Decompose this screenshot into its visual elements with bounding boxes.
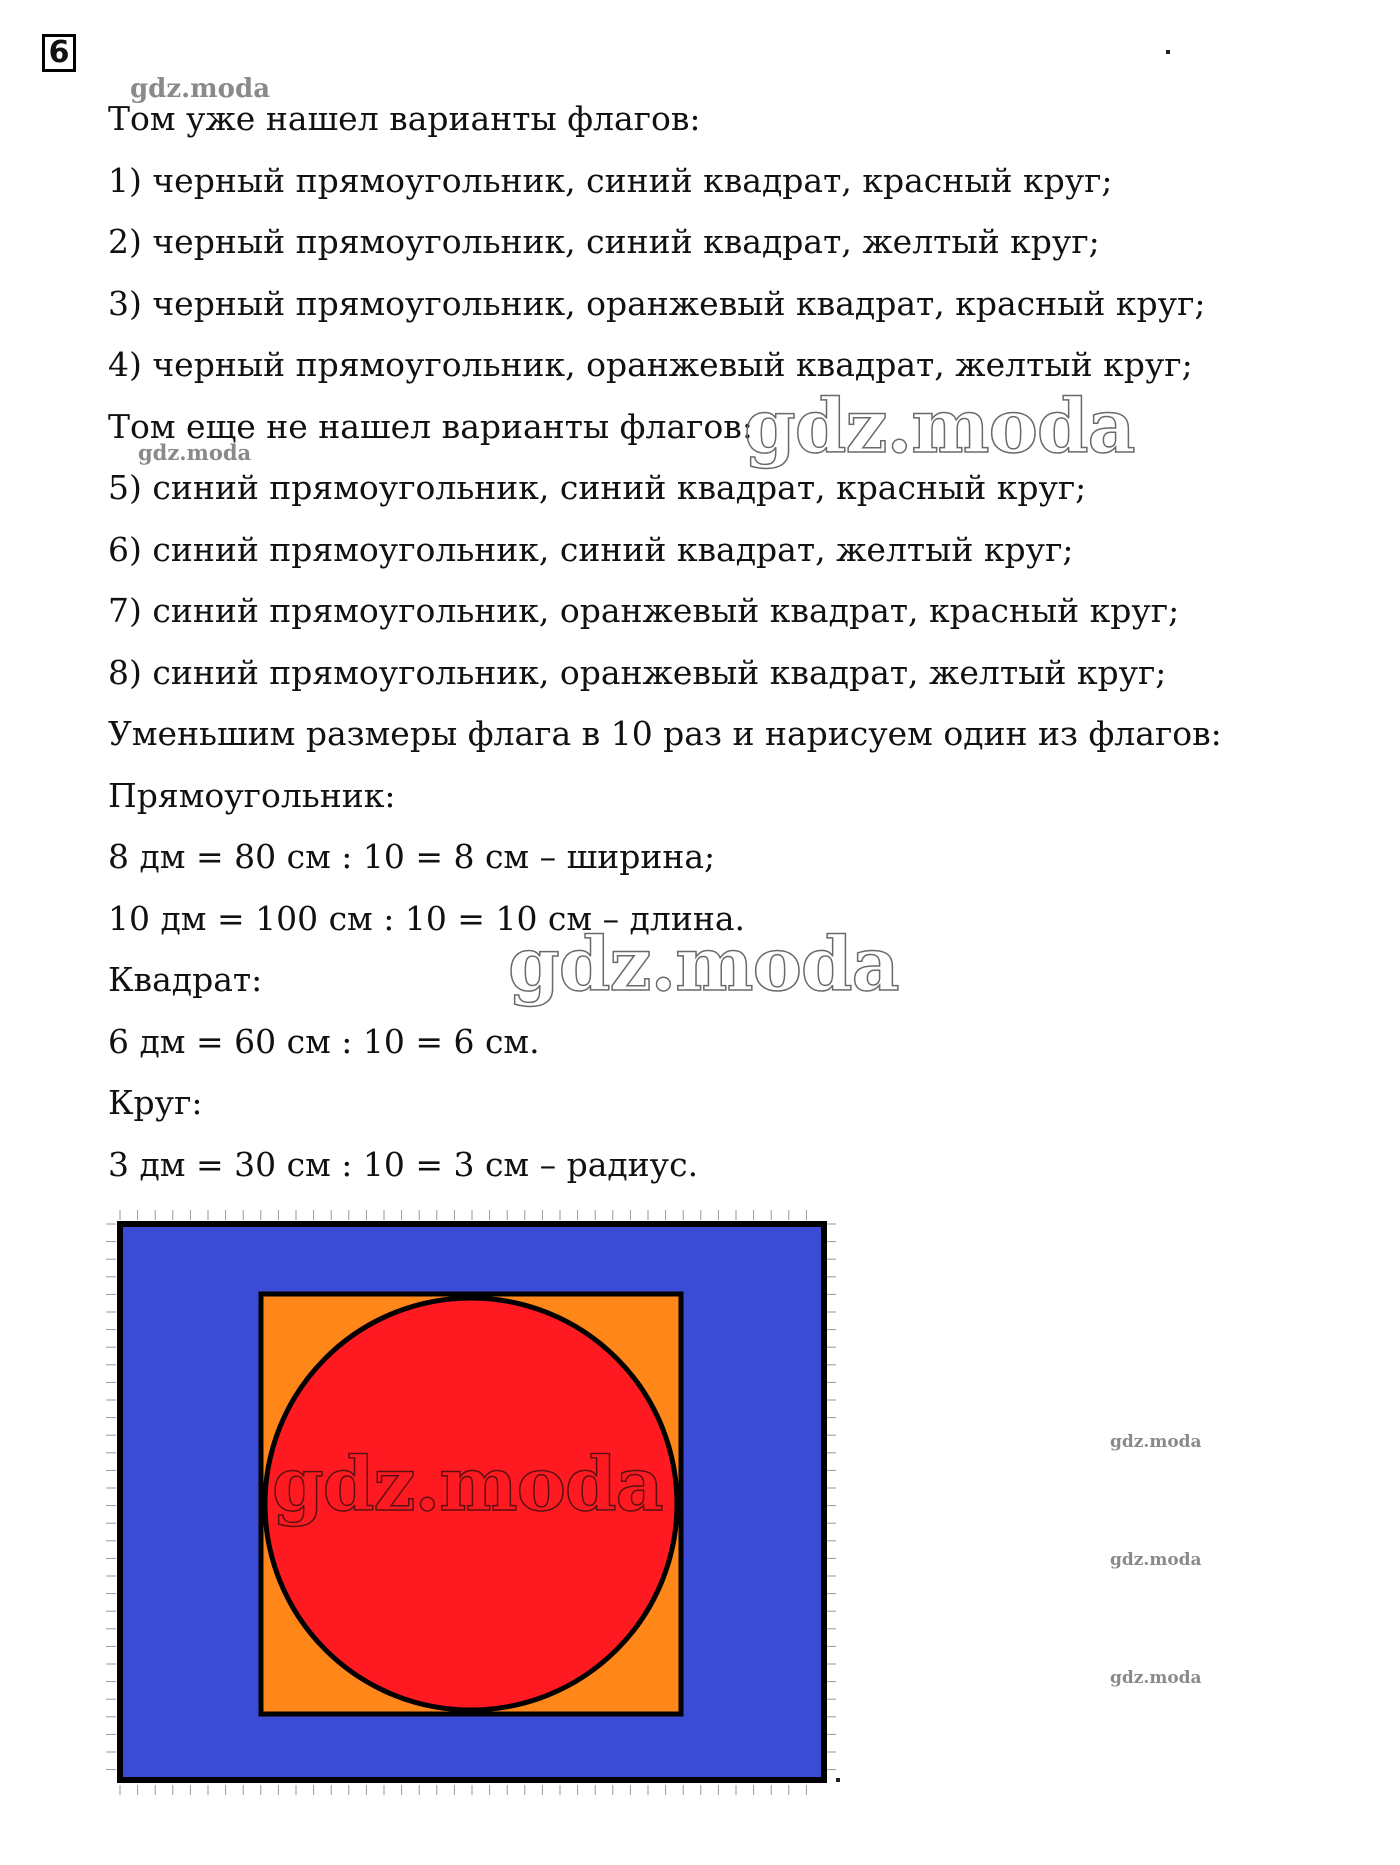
text-line: Круг: [108,1083,203,1122]
text-line: 2) черный прямоугольник, синий квадрат, желтый круг; [108,222,1100,261]
watermark: gdz.moda [508,922,899,1008]
solution-text [108,96,1222,1203]
text-line: Том уже нашел варианты флагов: [108,99,701,138]
text-line: 3) черный прямоугольник, оранжевый квадрат, красный круг; [108,283,1206,323]
text-line: Прямоугольник: [108,775,396,815]
text-line: Уменьшим размеры флага в 10 раз и нарисуем один из флагов: [108,714,1222,753]
text-line: 1) черный прямоугольник, синий квадрат, красный круг; [108,160,1113,200]
watermark: gdz.moda [744,384,1135,470]
text-line: Квадрат: [108,960,263,999]
text-line: 6) синий прямоугольник, синий квадрат, желтый круг; [108,529,1074,569]
watermark: gdz.moda [130,74,271,104]
task-number: 6 [42,34,76,72]
text-line: Том еще не нашел варианты флагов: [108,406,753,446]
stray-dot [836,1778,840,1782]
watermark: gdz.moda [1110,1668,1202,1688]
stray-dot [1166,50,1170,54]
watermark: gdz.moda [272,1442,663,1528]
text-line: 3 дм = 30 см : 10 = 3 см – радиус. [108,1144,699,1184]
watermark: gdz.moda [1110,1550,1202,1570]
text-line: 10 дм = 100 см : 10 = 10 см – длина. [108,898,745,938]
text-line: 8 дм = 80 см : 10 = 8 см – ширина; [108,837,716,876]
text-line: 8) синий прямоугольник, оранжевый квадрат, желтый круг; [108,652,1167,692]
watermark: gdz.moda [138,440,252,465]
text-line: 7) синий прямоугольник, оранжевый квадрат, красный круг; [108,591,1180,630]
text-line: 5) синий прямоугольник, синий квадрат, красный круг; [108,468,1087,507]
text-line: 4) черный прямоугольник, оранжевый квадрат, желтый круг; [108,345,1193,384]
text-line: 6 дм = 60 см : 10 = 6 см. [108,1021,540,1061]
watermark: gdz.moda [1110,1432,1202,1452]
